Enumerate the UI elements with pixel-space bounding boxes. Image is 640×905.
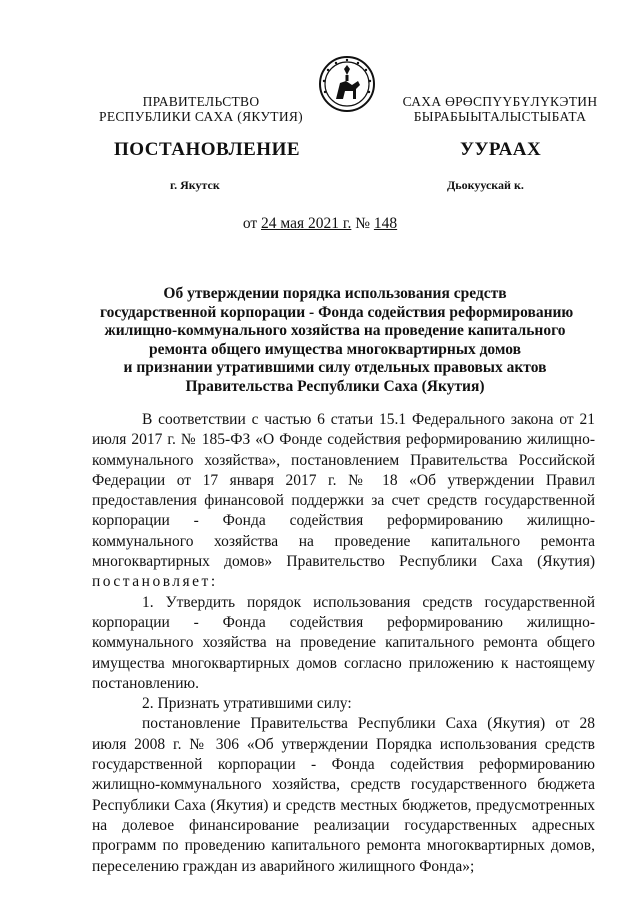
- repealed-act-paragraph: постановление Правительства Республики Саха (Якутия) от 28 июля 2008 г. № 306 «Об утверждении Порядка использования средств государственной корпорации - Фонда содействия реформированию жилищно-коммунального хозяйства, средств государственного бюджета Республики Саха (Якутия) и средств местных бюджетов, предусмотренных на долевое финансирование реализации государственных адресных программ по проведению капитального ремонта многоквартирных домов, переселению граждан из аварийного жилищного Фонда»;: [92, 715, 595, 875]
- title-line: жилищно-коммунального хозяйства на проведение капитального: [104, 322, 566, 339]
- document-date: 24 мая 2021 г.: [261, 215, 352, 232]
- number-sign: №: [355, 215, 371, 232]
- title-line: Об утверждении порядка использования средств: [163, 285, 507, 302]
- item-1-paragraph: 1. Утвердить порядок использования средств государственной корпорации - Фонда содействия реформированию жилищно-коммунального хозяйства на проведение капитального ремонта общего имущества многоквартирных домов согласно приложению к настоящему постановлению.: [92, 593, 595, 692]
- city-russian: г. Якутск: [170, 178, 220, 192]
- doc-type-russian: ПОСТАНОВЛЕНИЕ: [114, 139, 301, 160]
- title-line: Правительства Республики Саха (Якутия): [185, 377, 485, 395]
- government-name-yakut-line2: БЫРАБЫЫТАЛЫСТЫБАТА: [413, 109, 587, 124]
- government-name-line1: ПРАВИТЕЛЬСТВО: [142, 94, 260, 109]
- preamble-text: В соответствии с частью 6 статьи 15.1 Федерального закона от 21 июля 2017 г. № 185-ФЗ «О Фонде содействия реформированию жилищно-коммунального хозяйства», постановлением Правительства Российской Федерации от 17 января 2017 г. № 18 «Об утверждении Правил предоставления финансовой поддержки за счет средств государственной корпорации - Фонда содействия реформированию жилищно-коммунального хозяйства на проведение капитального ремонта многоквартирных домов» Правительство Республики Саха (Якутия): [92, 411, 595, 571]
- date-prefix: от: [242, 215, 258, 232]
- government-name-yakut-line1: САХА ӨРӨСПҮҮБҮЛҮКЭТИН: [402, 94, 598, 109]
- coat-of-arms-emblem: [318, 55, 376, 113]
- title-line: ремонта общего имущества многоквартирных домов: [149, 340, 521, 358]
- government-name-yakut: [390, 94, 610, 124]
- preamble-paragraph: [92, 410, 595, 593]
- document-title: [100, 285, 574, 396]
- government-name-russian: [96, 94, 306, 124]
- doc-type-yakut: УУРААХ: [460, 139, 542, 160]
- date-number-line: [0, 215, 640, 233]
- item-2-paragraph: 2. Признать утратившими силу:: [142, 695, 352, 713]
- document-number: 148: [373, 215, 398, 232]
- title-line: и признании утратившими силу отдельных правовых актов: [123, 359, 547, 376]
- city-yakut: Дьокуускай к.: [447, 178, 524, 192]
- document-body: [92, 410, 595, 877]
- title-line: государственной корпорации - Фонда содействия реформированию: [100, 303, 574, 321]
- government-name-line2: РЕСПУБЛИКИ САХА (ЯКУТИЯ): [99, 109, 303, 124]
- resolves-word: постановляет:: [92, 573, 218, 591]
